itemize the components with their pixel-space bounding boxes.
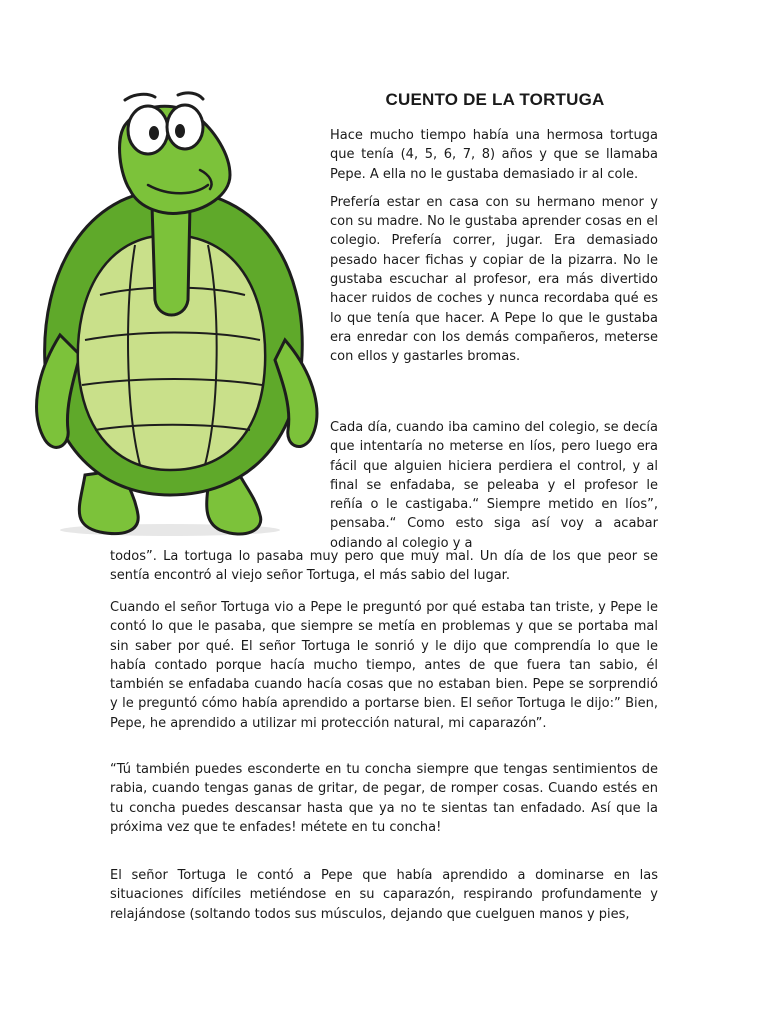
paragraph-5-block xyxy=(110,760,658,837)
right-column-text xyxy=(330,126,658,376)
turtle-illustration xyxy=(30,85,330,550)
paragraph-6: El señor Tortuga le contó a Pepe que había aprendido a dominarse en las situaciones difíciles metiéndose en su caparazón, respirando profundamente y relajándose (soltando todos sus músculos, dejando que cuelguen manos y pies, xyxy=(110,868,658,922)
paragraph-3-top: Cada día, cuando iba camino del colegio, se decía que intentaría no meterse en líos, pero luego era fácil que alguien hiciera perdiera el control, y al final se enfadaba, se peleaba y el profesor le reñía o le castigaba.“ Siempre metido en líos”, pensaba.“ Como esto siga así voy a acabar odiando al colegio y a xyxy=(330,420,658,551)
paragraph-3-bottom: todos”. La tortuga lo pasaba muy pero que muy mal. Un día de los que peor se sentía encontró al viejo señor Tortuga, el más sabio del lugar. xyxy=(110,549,658,584)
paragraph-6-block xyxy=(110,866,658,924)
paragraph-2: Prefería estar en casa con su hermano menor y con su madre. No le gustaba aprender cosas en el colegio. Prefería correr, jugar. Era demasiado pesado hacer fichas y copiar de la pizarra. No le gustaba escuchar al profesor, era más divertido hacer ruidos de coches y nunca recordaba qué es lo que tenía que hacer. A Pepe lo que le gustaba era enredar con los demás compañeros, meterse con ellos y gastarles bromas. xyxy=(330,194,658,365)
paragraph-5: “Tú también puedes esconderte en tu concha siempre que tengas sentimientos de rabia, cuando tengas ganas de gritar, de pegar, de romper cosas. Cuando estés en tu concha puedes descansar hasta que ya no te sientas tan enfadado. Así que la próxima vez que te enfades! métete en tu concha! xyxy=(110,762,658,835)
paragraph-4-block xyxy=(110,598,658,733)
paragraph-3-top-block xyxy=(330,418,658,553)
paragraph-4: Cuando el señor Tortuga vio a Pepe le preguntó por qué estaba tan triste, y Pepe le contó lo que le pasaba, que siempre se metía en problemas y que se portaba mal sin saber por qué. El señor Tortuga le sonrió y le dijo que comprendía lo que le había contado porque hacía mucho tiempo, antes de que fuera tan sabio, él también se enfadaba cuando hacía cosas que no estaban bien. Pepe se sorprendió y le preguntó cómo había aprendido a portarse bien. El señor Tortuga le dijo:” Bien, Pepe, he aprendido a utilizar mi protección natural, mi caparazón”. xyxy=(110,600,658,731)
paragraph-1: Hace mucho tiempo había una hermosa tortuga que tenía (4, 5, 6, 7, 8) años y que se llamaba Pepe. A ella no le gustaba demasiado ir al cole. xyxy=(330,128,658,182)
page-title: CUENTO DE LA TORTUGA xyxy=(385,90,605,109)
paragraph-3-continuation xyxy=(110,547,658,586)
